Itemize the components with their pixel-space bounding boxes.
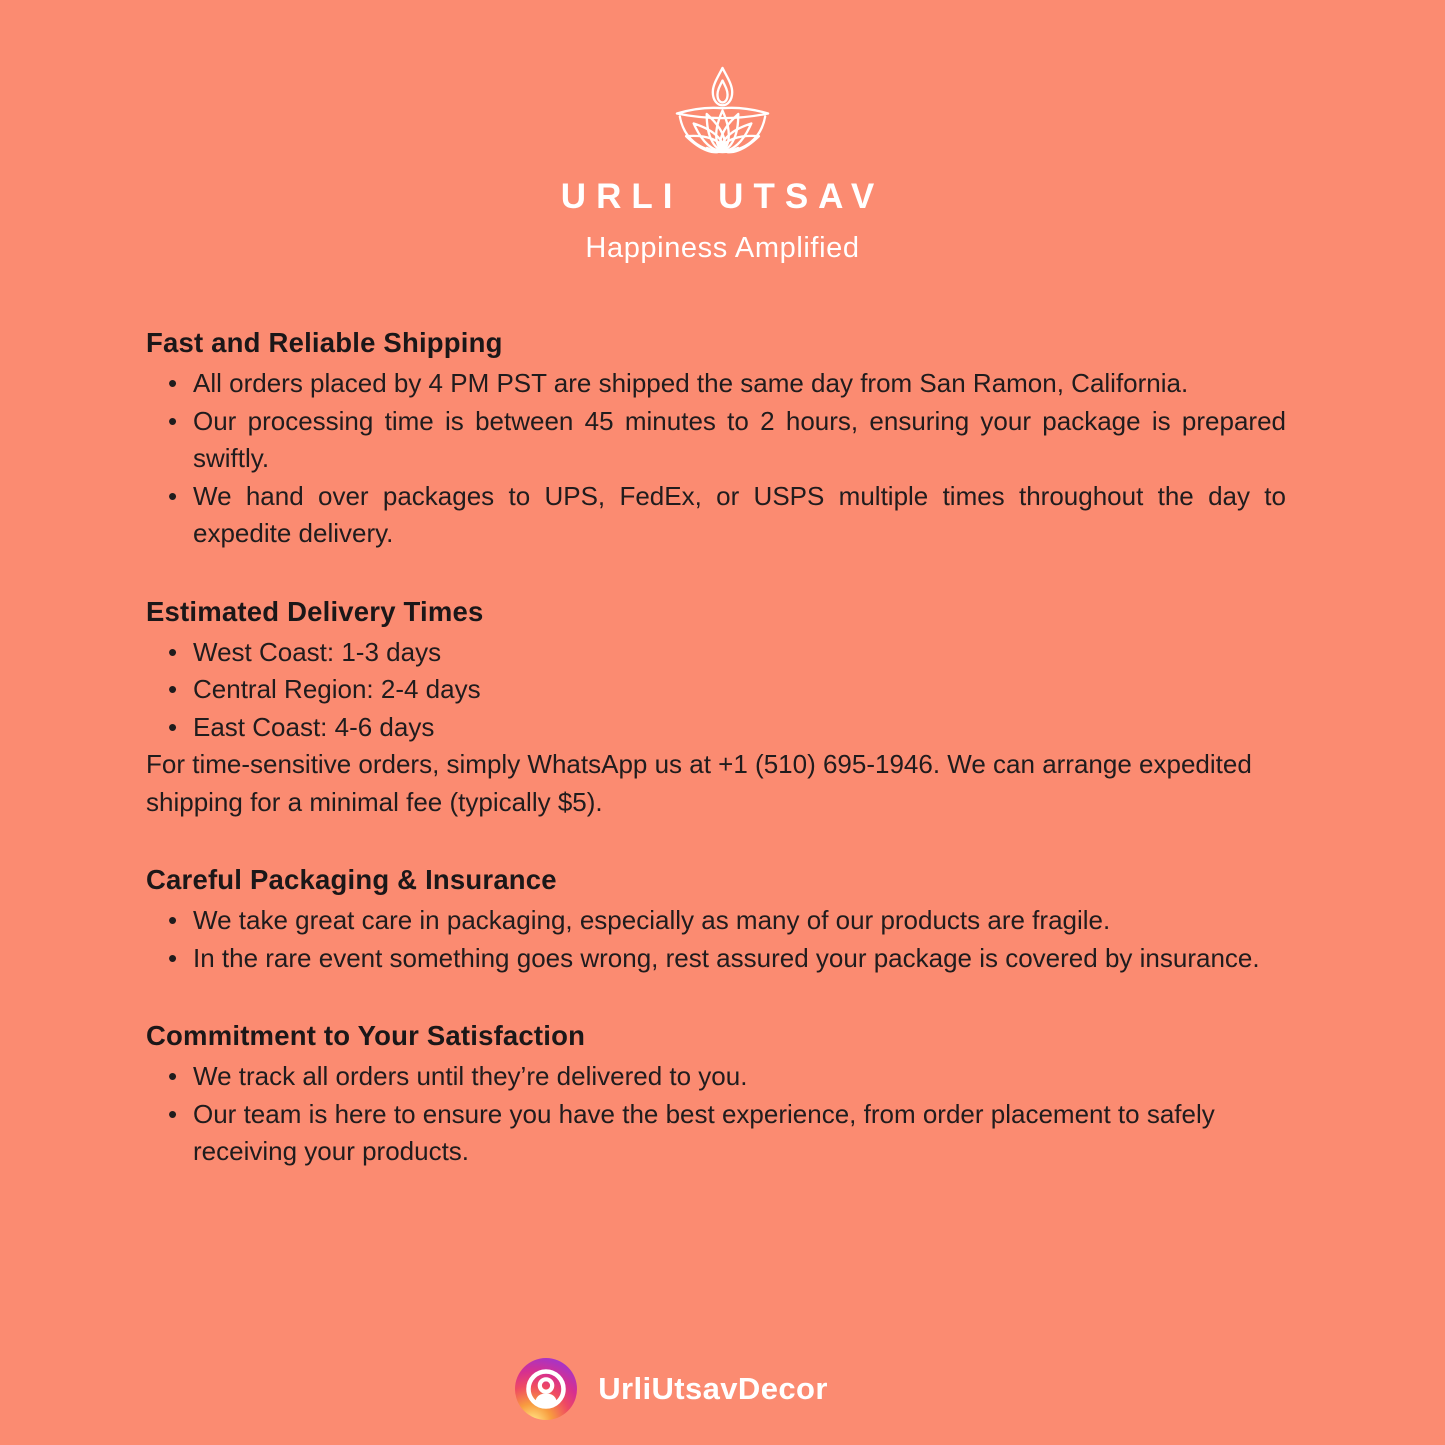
- brand-tagline: Happiness Amplified: [585, 232, 860, 264]
- bullet-item: • West Coast: 1-3 days: [193, 634, 1286, 672]
- footer: [0, 1358, 1394, 1420]
- instagram-profile-icon: [515, 1358, 577, 1420]
- bullet-item: • We take great care in packaging, especially as many of our products are fragile.: [193, 902, 1286, 940]
- bullet-list: [146, 902, 1286, 977]
- bullet-item: • Our team is here to ensure you have the best experience, from order placement to safely receiving your products.: [193, 1096, 1286, 1171]
- bullet-list: [146, 634, 1286, 747]
- section-heading: Estimated Delivery Times: [146, 595, 484, 627]
- section-heading: Fast and Reliable Shipping: [146, 327, 503, 358]
- bullet-list: [146, 365, 1286, 553]
- header: [0, 0, 1445, 265]
- section-commitment-satisfaction: [146, 1020, 1286, 1171]
- shipping-policy-content: [146, 327, 1286, 1171]
- bullet-item: • In the rare event something goes wrong, rest assured your package is covered by insurance.: [193, 940, 1286, 978]
- brand-name: URLI UTSAV: [560, 177, 885, 216]
- bullet-list: [146, 1058, 1286, 1171]
- bullet-item: • Central Region: 2-4 days: [193, 671, 1286, 709]
- section-heading: Careful Packaging & Insurance: [146, 864, 557, 895]
- bullet-item: • We track all orders until they’re delivered to you.: [193, 1058, 1286, 1096]
- diya-lotus-lamp-icon: [674, 66, 771, 163]
- section-estimated-delivery-times: [146, 596, 1286, 822]
- bullet-item: • East Coast: 4-6 days: [193, 709, 1286, 747]
- section-heading: Commitment to Your Satisfaction: [146, 1020, 586, 1051]
- section-careful-packaging-insurance: [146, 864, 1286, 977]
- bullet-item: • We hand over packages to UPS, FedEx, or USPS multiple times throughout the day to expedite delivery.: [193, 478, 1286, 553]
- instagram-handle: UrliUtsavDecor: [598, 1371, 828, 1406]
- expedited-shipping-note: For time-sensitive orders, simply WhatsApp us at +1 (510) 695-1946. We can arrange expedited shipping for a minimal fee (typically $5).: [146, 749, 1252, 817]
- section-fast-reliable-shipping: [146, 327, 1286, 553]
- bullet-item: • All orders placed by 4 PM PST are shipped the same day from San Ramon, California.: [193, 365, 1286, 403]
- bullet-item: • Our processing time is between 45 minutes to 2 hours, ensuring your package is prepared swiftly.: [193, 403, 1286, 478]
